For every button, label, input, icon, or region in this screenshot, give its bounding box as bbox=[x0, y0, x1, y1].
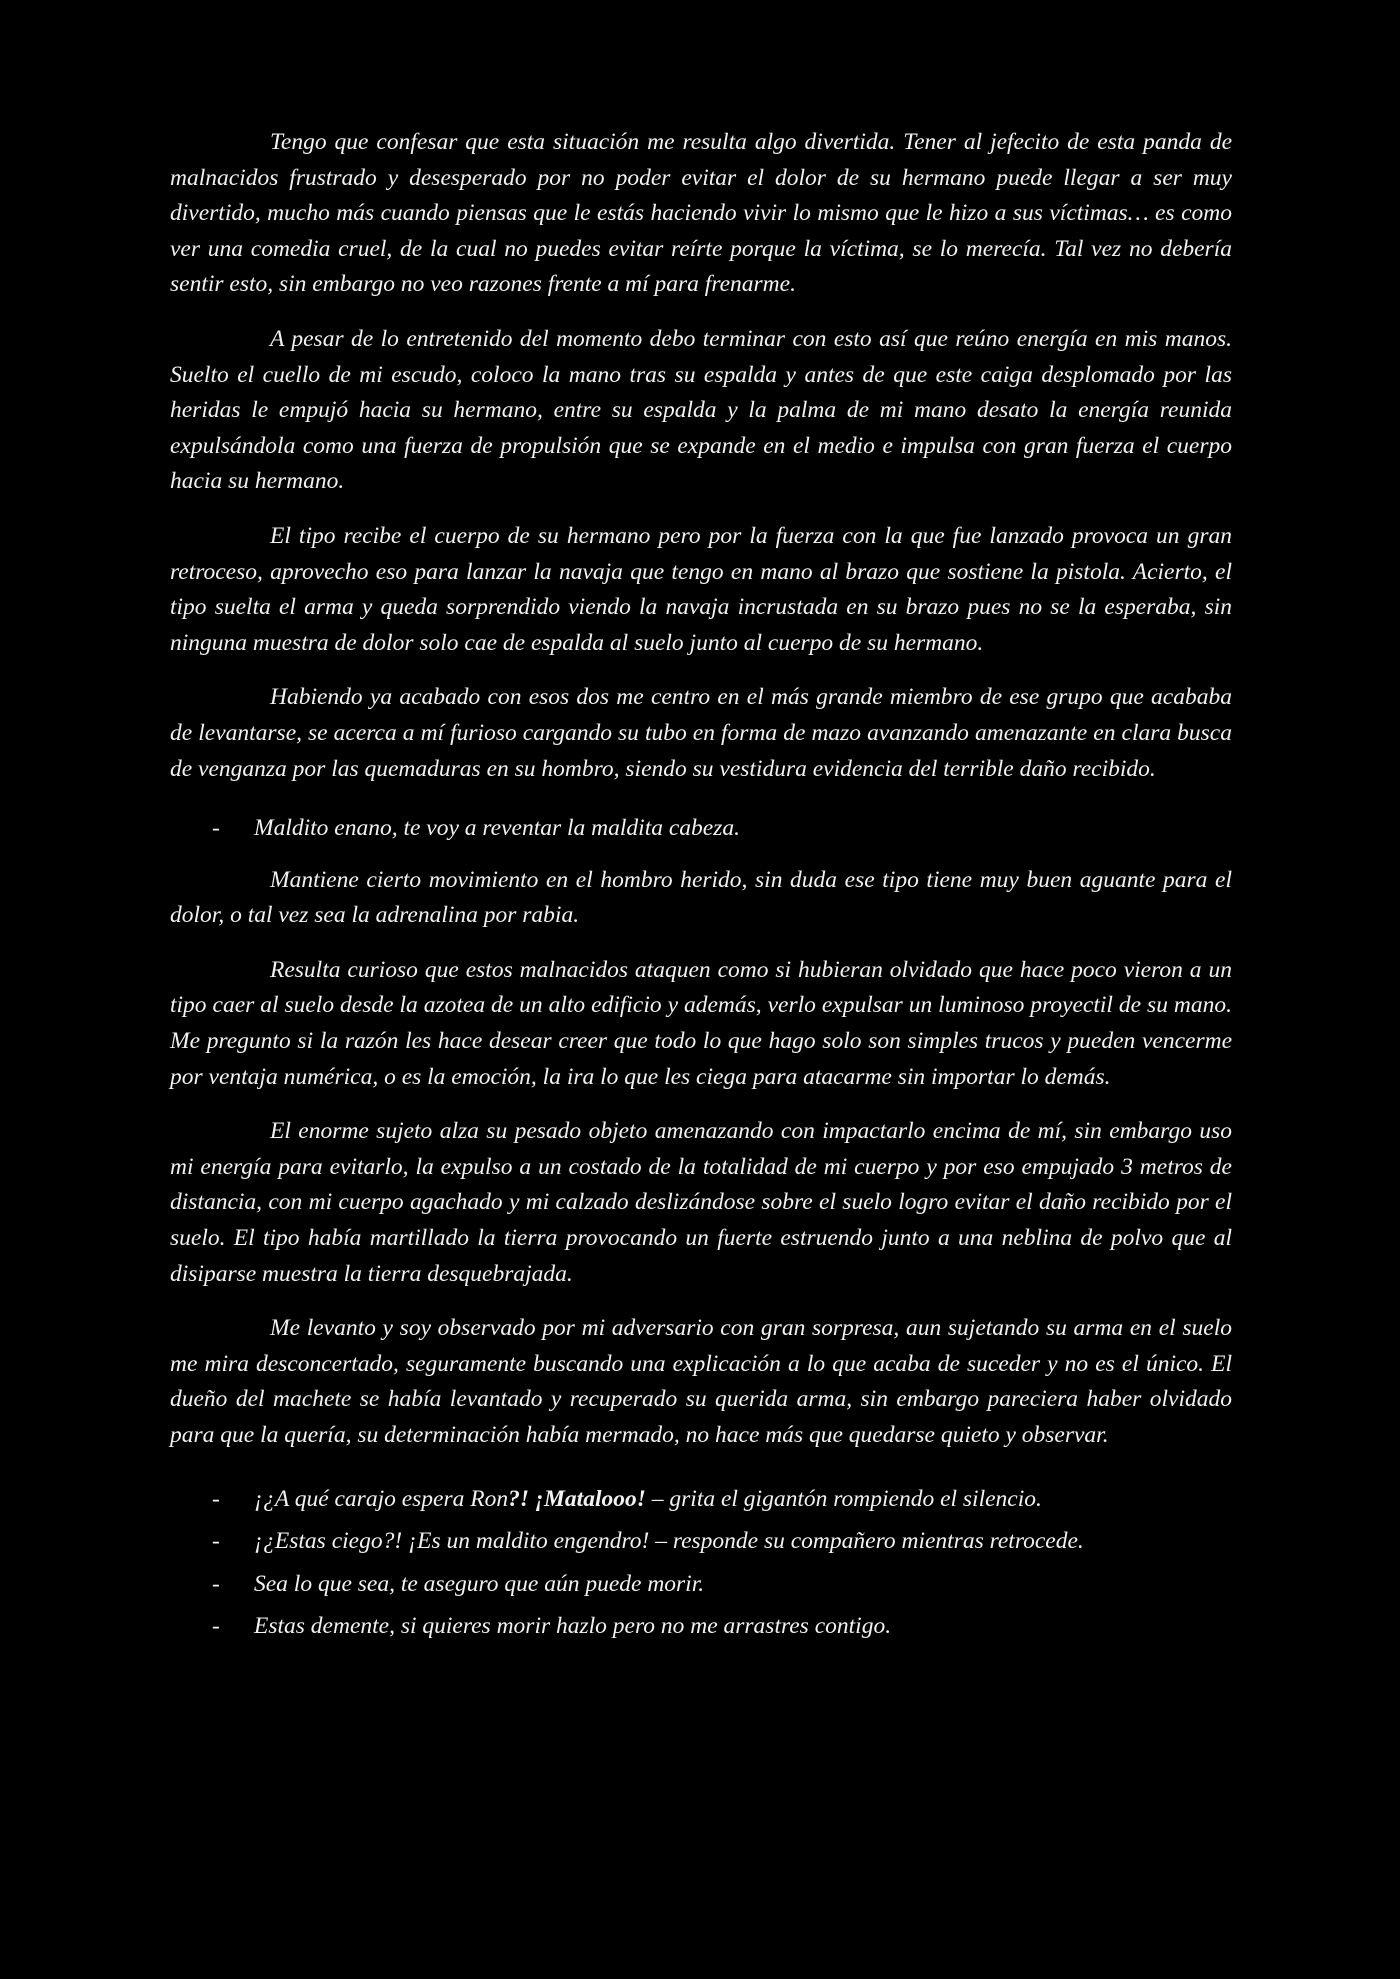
paragraph-4: Habiendo ya acabado con esos dos me centro en el más grande miembro de ese grupo que acababa de levantarse, se acerca a mí furioso cargando su tubo en forma de mazo avanzando amenazante en clara busca de venganza por las quemaduras en su hombro, siendo su vestidura evidencia del terrible daño recibido. bbox=[170, 684, 1232, 782]
dialogue-line bbox=[170, 1524, 1232, 1560]
dialogue-dash: - bbox=[212, 1485, 220, 1512]
dialogue-shout: ?! ¡Matalooo! bbox=[508, 1485, 646, 1512]
dialogue-text: Maldito enano, te voy a reventar la maldita cabeza. bbox=[254, 815, 740, 842]
dialogue-text: Sea lo que sea, te aseguro que aún puede morir. bbox=[254, 1570, 705, 1597]
paragraph-6: Resulta curioso que estos malnacidos ataquen como si hubieran olvidado que hace poco vieron a un tipo caer al suelo desde la azotea de un alto edificio y además, verlo expulsar un luminoso proyectil de su mano. Me pregunto si la razón les hace desear creer que todo lo que hago solo son simples trucos y pueden vencerme por ventaja numérica, o es la emoción, la ira lo que les ciega para atacarme sin importar lo demás. bbox=[170, 956, 1232, 1090]
paragraph-3: El tipo recibe el cuerpo de su hermano pero por la fuerza con la que fue lanzado provoca un gran retroceso, aprovecho eso para lanzar la navaja que tengo en mano al brazo que sostiene la pistola. Acierto, el tipo suelta el arma y queda sorprendido viendo la navaja incrustada en su brazo pues no se la esperaba, sin ninguna muestra de dolor solo cae de espalda al suelo junto al cuerpo de su hermano. bbox=[170, 522, 1232, 656]
dialogue-text: Estas demente, si quieres morir hazlo pero no me arrastres contigo. bbox=[254, 1613, 892, 1640]
dialogue-dash: - bbox=[212, 1613, 220, 1640]
paragraph-1: Tengo que confesar que esta situación me resulta algo divertida. Tener al jefecito de esta panda de malnacidos frustrado y desesperado por no poder evitar el dolor de su hermano puede llegar a ser muy divertido, mucho más cuando piensas que le estás haciendo vivir lo mismo que le hizo a sus víctimas… es como ver una comedia cruel, de la cual no puedes evitar reírte porque la víctima, se lo merecía. Tal vez no debería sentir esto, sin embargo no veo razones frente a mí para frenarme. bbox=[170, 129, 1232, 298]
paragraph-5: Mantiene cierto movimiento en el hombro herido, sin duda ese tipo tiene muy buen aguante para el dolor, o tal vez sea la adrenalina por rabia. bbox=[170, 866, 1232, 929]
dialogue-line bbox=[170, 811, 1232, 847]
dialogue-block-2 bbox=[170, 1482, 1232, 1645]
dialogue-text-end: – grita el gigantón rompiendo el silencio. bbox=[645, 1485, 1042, 1512]
paragraph-7: El enorme sujeto alza su pesado objeto amenazando con impactarlo encima de mí, sin embargo uso mi energía para evitarlo, la expulso a un costado de la totalidad de mi cuerpo y por eso empujado 3 metros de distancia, con mi cuerpo agachado y mi calzado deslizándose sobre el suelo logro evitar el daño recibido por el suelo. El tipo había martillado la tierra provocando un fuerte estruendo junto a una neblina de polvo que al disiparse muestra la tierra desquebrajada. bbox=[170, 1118, 1232, 1287]
dialogue-text-start: ¡¿A qué carajo espera Ron bbox=[254, 1485, 509, 1512]
dialogue-dash: - bbox=[212, 1570, 220, 1597]
dialogue-dash: - bbox=[212, 1528, 220, 1555]
dialogue-dash: - bbox=[212, 815, 220, 842]
paragraph-2: A pesar de lo entretenido del momento debo terminar con esto así que reúno energía en mis manos. Suelto el cuello de mi escudo, coloco la mano tras su espalda y antes de que este caiga desplomado por las heridas le empujó hacia su hermano, entre su espalda y la palma de mi mano desato la energía reunida expulsándola como una fuerza de propulsión que se expande en el medio e impulsa con gran fuerza el cuerpo hacia su hermano. bbox=[170, 325, 1232, 495]
dialogue-line bbox=[170, 1482, 1232, 1518]
dialogue-line bbox=[170, 1567, 1232, 1603]
document-body bbox=[170, 125, 1232, 1664]
dialogue-line bbox=[170, 1609, 1232, 1645]
dialogue-text: ¡¿Estas ciego?! ¡Es un maldito engendro! – responde su compañero mientras retrocede. bbox=[254, 1528, 1084, 1555]
paragraph-8: Me levanto y soy observado por mi adversario con gran sorpresa, aun sujetando su arma en el suelo me mira desconcertado, seguramente buscando una explicación a lo que acaba de suceder y no es el único. El dueño del machete se había levantado y recuperado su querida arma, sin embargo pareciera haber olvidado para que la quería, su determinación había mermado, no hace más que quedarse quieto y observar. bbox=[170, 1315, 1232, 1448]
dialogue-block-1 bbox=[170, 811, 1232, 847]
